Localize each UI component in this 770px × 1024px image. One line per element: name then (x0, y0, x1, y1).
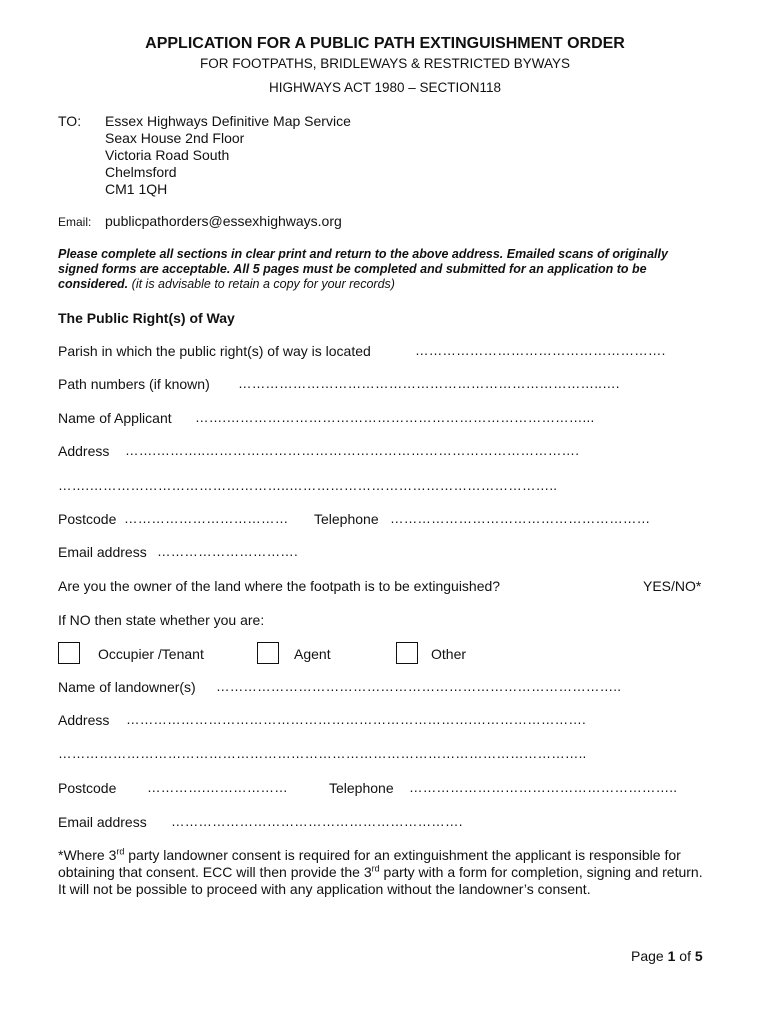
landowner-postcode-label: Postcode (58, 780, 117, 796)
landowner-postcode-input[interactable]: ………….……………… (147, 780, 288, 795)
address-line: Seax House 2nd Floor (105, 130, 245, 146)
occupier-tenant-checkbox[interactable] (58, 642, 80, 664)
landowner-telephone-input[interactable]: ………………………………………………….. (409, 780, 678, 795)
owner-answer[interactable]: YES/NO* (643, 578, 702, 594)
agent-checkbox[interactable] (257, 642, 279, 664)
instructions-bold: Please complete all sections in clear print and return to the above address. Emailed scans of originally signed forms are acceptable. All 5 pages must be completed and submitted for an application to be considered. (58, 247, 668, 291)
parish-input[interactable]: ………………………………………………. (415, 343, 666, 358)
address-line: Chelmsford (105, 164, 177, 180)
applicant-postcode-label: Postcode (58, 511, 117, 527)
landowner-email-label: Email address (58, 814, 147, 830)
applicant-postcode-input[interactable]: ……………………………… (124, 511, 289, 526)
landowner-address-line2-input[interactable]: …………………………………………………………………………………………………….. (58, 746, 587, 761)
instructions (58, 247, 708, 292)
footnote-part: party with a form for completion, signing and return. It will not be possible to proceed with any application without the landowner’s consent. (58, 864, 703, 897)
address-line: Essex Highways Definitive Map Service (105, 113, 351, 129)
landowner-name-input[interactable]: …………………………………………………………………………….. (216, 679, 622, 694)
page-number (631, 948, 703, 964)
recipient-email[interactable]: publicpathorders@essexhighways.org (105, 213, 342, 229)
landowner-telephone-label: Telephone (329, 780, 394, 796)
form-subtitle: FOR FOOTPATHS, BRIDLEWAYS & RESTRICTED BYWAYS (199, 56, 571, 71)
form-title: APPLICATION FOR A PUBLIC PATH EXTINGUISHMENT ORDER (145, 35, 625, 52)
path-numbers-input[interactable]: ……………………………………………………………………..…. (238, 376, 620, 391)
page-separator: of (675, 948, 695, 964)
to-label: TO: (58, 113, 82, 129)
applicant-email-input[interactable]: …………………………. (157, 544, 298, 559)
applicant-telephone-input[interactable]: ………………………………………………… (390, 511, 651, 526)
page-total: 5 (694, 948, 703, 964)
footnote-part: *Where 3 (58, 847, 117, 863)
address-line: CM1 1QH (105, 181, 168, 197)
other-label: Other (431, 646, 467, 662)
other-checkbox[interactable] (396, 642, 418, 664)
email-label: Email: (58, 215, 92, 229)
agent-label: Agent (294, 646, 331, 662)
landowner-address-label: Address (58, 712, 110, 728)
path-numbers-label: Path numbers (if known) (58, 376, 210, 392)
applicant-name-label: Name of Applicant (58, 410, 172, 426)
landowner-email-input[interactable]: ………………………………………………………. (171, 814, 463, 829)
occupier-tenant-label: Occupier /Tenant (98, 646, 204, 662)
applicant-address-input[interactable]: …….………..………………………………………………………………………. (125, 443, 580, 458)
page-current: 1 (667, 948, 676, 964)
section-heading: The Public Right(s) of Way (58, 310, 235, 326)
footnote-part: party landowner consent is required for an extinguishment the applicant is responsible for obtaining that consent. ECC will then provide the 3 (58, 847, 681, 880)
recipient-address (105, 113, 351, 198)
landowner-name-label: Name of landowner(s) (58, 679, 196, 695)
if-no-prompt: If NO then state whether you are: (58, 612, 265, 628)
applicant-email-label: Email address (58, 544, 147, 560)
footnote-superscript: rd (116, 846, 125, 857)
owner-question: Are you the owner of the land where the footpath is to be extinguished? (58, 578, 501, 594)
applicant-name-input[interactable]: …….……………………………………………………………………... (195, 410, 595, 425)
applicant-telephone-label: Telephone (314, 511, 379, 527)
page-prefix: Page (631, 948, 668, 964)
address-line: Victoria Road South (105, 147, 230, 163)
form-act-reference: HIGHWAYS ACT 1980 – SECTION118 (268, 80, 502, 95)
instructions-note: (it is advisable to retain a copy for your records) (131, 277, 395, 291)
footnote-superscript: rd (371, 863, 380, 874)
landowner-consent-footnote (58, 847, 710, 898)
applicant-address-label: Address (58, 443, 110, 459)
landowner-address-input[interactable]: ………………………………………………………………….……………………. (126, 712, 587, 727)
applicant-address-line2-input[interactable]: …….……………………………………..………………………………………………….. (58, 478, 558, 493)
parish-label: Parish in which the public right(s) of way is located (58, 343, 371, 359)
